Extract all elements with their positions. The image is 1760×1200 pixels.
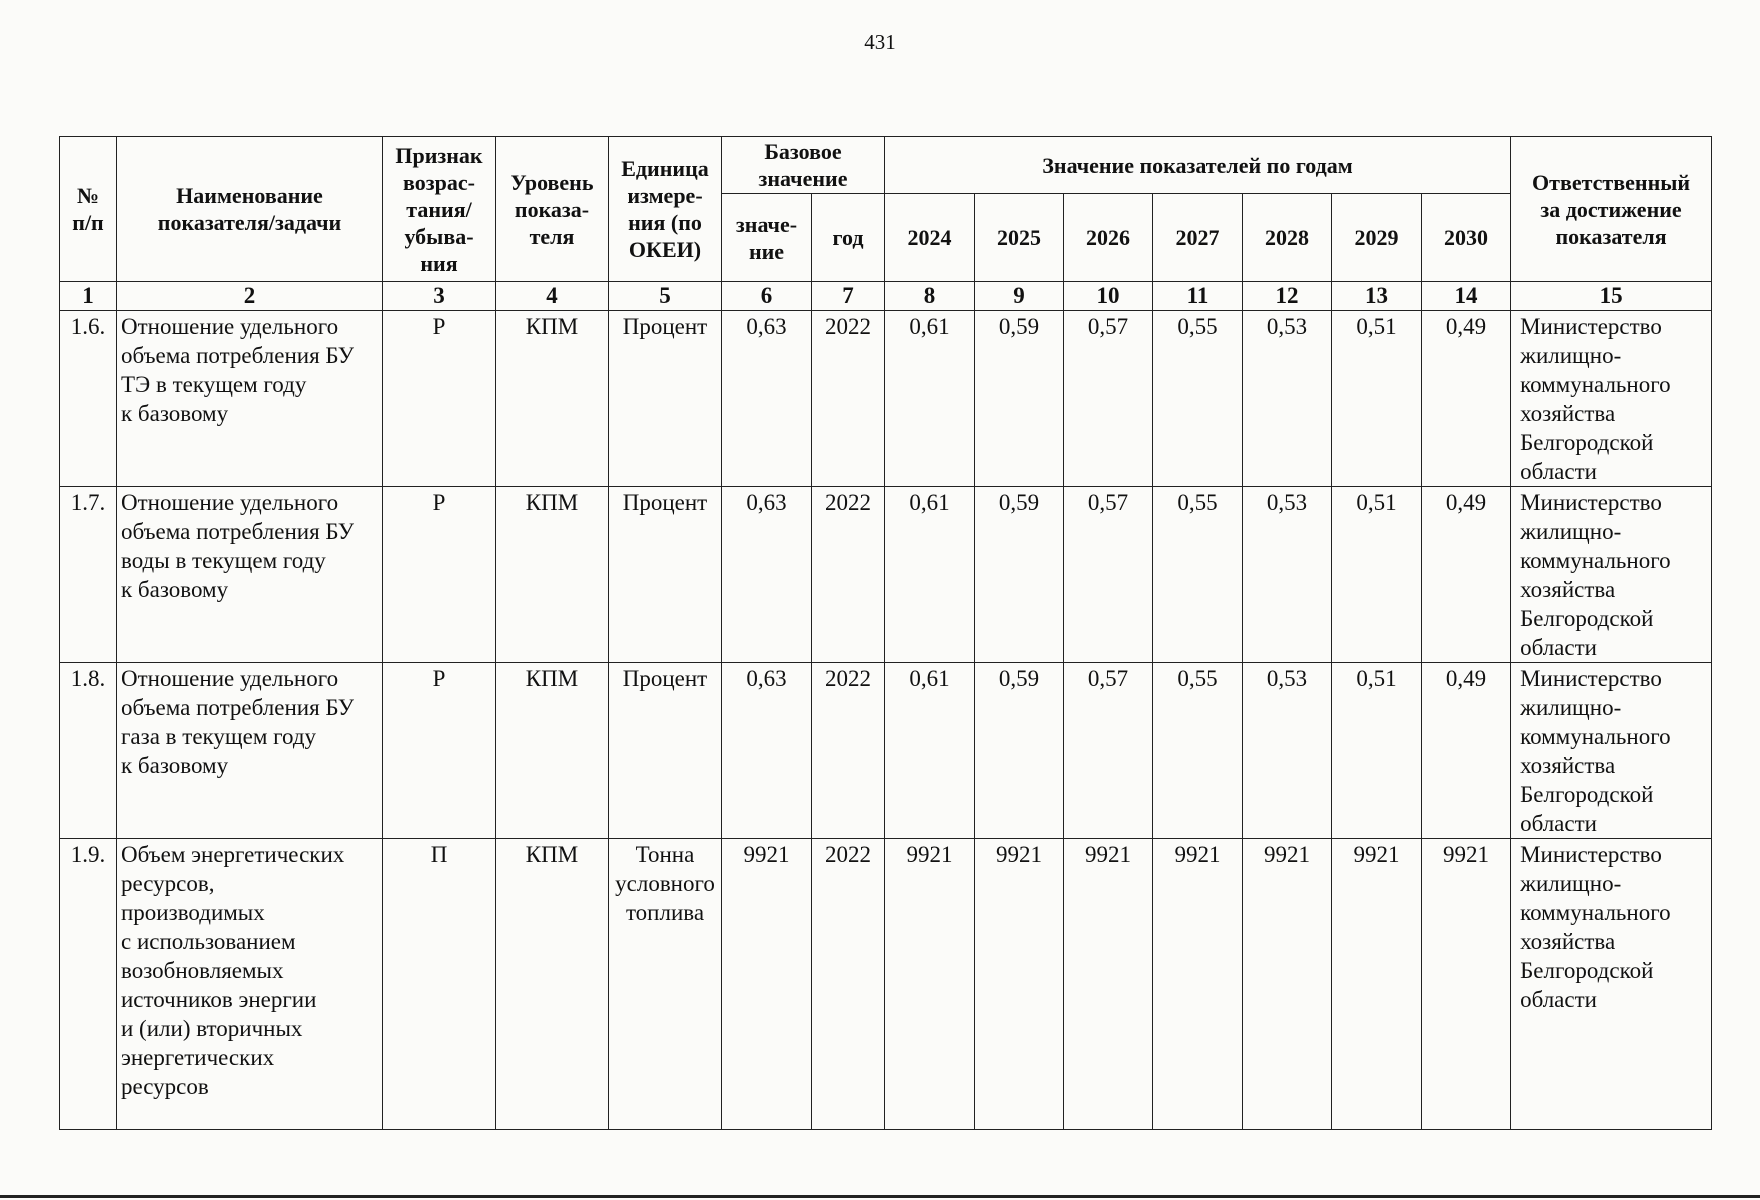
row-value-2026: 0,57 [1064,663,1153,839]
row-value-2024: 0,61 [885,311,975,487]
header-unit: Единица измере- ния (по ОКЕИ) [609,137,722,282]
row-base-value: 9921 [722,839,812,1130]
row-sign: Р [383,663,496,839]
row-value-2027: 0,55 [1153,311,1243,487]
row-sign: Р [383,487,496,663]
row-level: КПМ [496,311,609,487]
row-value-2027: 0,55 [1153,663,1243,839]
indicators-table [59,136,1712,1130]
header-base-year: год [812,194,885,282]
column-number-row [60,282,1712,311]
column-number: 4 [496,282,609,311]
row-value-2025: 9921 [975,839,1064,1130]
row-value-2030: 9921 [1422,839,1511,1130]
header-year: 2027 [1153,194,1243,282]
row-base-year: 2022 [812,487,885,663]
column-number: 8 [885,282,975,311]
row-responsible: Министерство жилищно- коммунального хозяйства Белгородской области [1511,311,1712,487]
column-number: 3 [383,282,496,311]
row-name: Отношение удельного объема потребления БУ воды в текущем году к базовому [117,487,383,663]
row-unit: Процент [609,663,722,839]
column-number: 5 [609,282,722,311]
row-base-value: 0,63 [722,311,812,487]
row-name: Отношение удельного объема потребления БУ ТЭ в текущем году к базовому [117,311,383,487]
row-value-2026: 0,57 [1064,311,1153,487]
row-value-2027: 0,55 [1153,487,1243,663]
row-level: КПМ [496,839,609,1130]
table-row [60,311,1712,487]
row-value-2024: 0,61 [885,663,975,839]
row-unit: Процент [609,311,722,487]
column-number: 9 [975,282,1064,311]
column-number: 1 [60,282,117,311]
header-num: № п/п [60,137,117,282]
page-number: 431 [864,30,896,54]
column-number: 2 [117,282,383,311]
row-value-2024: 9921 [885,839,975,1130]
column-number: 14 [1422,282,1511,311]
row-name: Объем энергетических ресурсов, производимых с использованием возобновляемых источников энергии и (или) вторичных энергетических ресурсов [117,839,383,1130]
header-year: 2024 [885,194,975,282]
row-value-2025: 0,59 [975,487,1064,663]
row-unit: Тонна условного топлива [609,839,722,1130]
row-value-2024: 0,61 [885,487,975,663]
column-number: 12 [1243,282,1332,311]
row-responsible: Министерство жилищно- коммунального хозяйства Белгородской области [1511,663,1712,839]
row-value-2029: 0,51 [1332,663,1422,839]
row-level: КПМ [496,487,609,663]
row-value-2028: 9921 [1243,839,1332,1130]
page-bottom-rule [0,1195,1760,1198]
column-number: 15 [1511,282,1712,311]
header-year: 2030 [1422,194,1511,282]
header-year: 2028 [1243,194,1332,282]
row-value-2025: 0,59 [975,311,1064,487]
column-number: 7 [812,282,885,311]
row-value-2029: 0,51 [1332,487,1422,663]
row-unit: Процент [609,487,722,663]
row-value-2030: 0,49 [1422,311,1511,487]
header-base-value: значе- ние [722,194,812,282]
header-year: 2026 [1064,194,1153,282]
header-responsible: Ответственный за достижение показателя [1511,137,1712,282]
row-value-2029: 9921 [1332,839,1422,1130]
row-value-2028: 0,53 [1243,311,1332,487]
row-value-2029: 0,51 [1332,311,1422,487]
table-row [60,839,1712,1130]
table-row [60,663,1712,839]
row-value-2028: 0,53 [1243,663,1332,839]
row-num: 1.9. [60,839,117,1130]
row-sign: Р [383,311,496,487]
row-responsible: Министерство жилищно- коммунального хозяйства Белгородской области [1511,487,1712,663]
row-base-value: 0,63 [722,487,812,663]
table-header [60,137,1712,282]
row-value-2026: 9921 [1064,839,1153,1130]
row-responsible: Министерство жилищно- коммунального хозяйства Белгородской области [1511,839,1712,1130]
column-number: 11 [1153,282,1243,311]
row-base-year: 2022 [812,663,885,839]
row-value-2027: 9921 [1153,839,1243,1130]
header-year: 2029 [1332,194,1422,282]
column-numbers [60,282,1712,311]
column-number: 10 [1064,282,1153,311]
header-name: Наименование показателя/задачи [117,137,383,282]
row-level: КПМ [496,663,609,839]
header-base: Базовое значение [722,137,885,194]
row-value-2026: 0,57 [1064,487,1153,663]
row-value-2030: 0,49 [1422,487,1511,663]
table-row [60,487,1712,663]
column-number: 13 [1332,282,1422,311]
row-num: 1.6. [60,311,117,487]
row-base-year: 2022 [812,311,885,487]
table-body [60,311,1712,1130]
row-num: 1.7. [60,487,117,663]
header-years-title: Значение показателей по годам [885,137,1511,194]
row-value-2028: 0,53 [1243,487,1332,663]
column-number: 6 [722,282,812,311]
header-sign: Признак возрас- тания/ убыва- ния [383,137,496,282]
row-num: 1.8. [60,663,117,839]
row-name: Отношение удельного объема потребления БУ газа в текущем году к базовому [117,663,383,839]
row-sign: П [383,839,496,1130]
header-year: 2025 [975,194,1064,282]
row-value-2030: 0,49 [1422,663,1511,839]
row-value-2025: 0,59 [975,663,1064,839]
row-base-year: 2022 [812,839,885,1130]
row-base-value: 0,63 [722,663,812,839]
header-level: Уровень показа- теля [496,137,609,282]
